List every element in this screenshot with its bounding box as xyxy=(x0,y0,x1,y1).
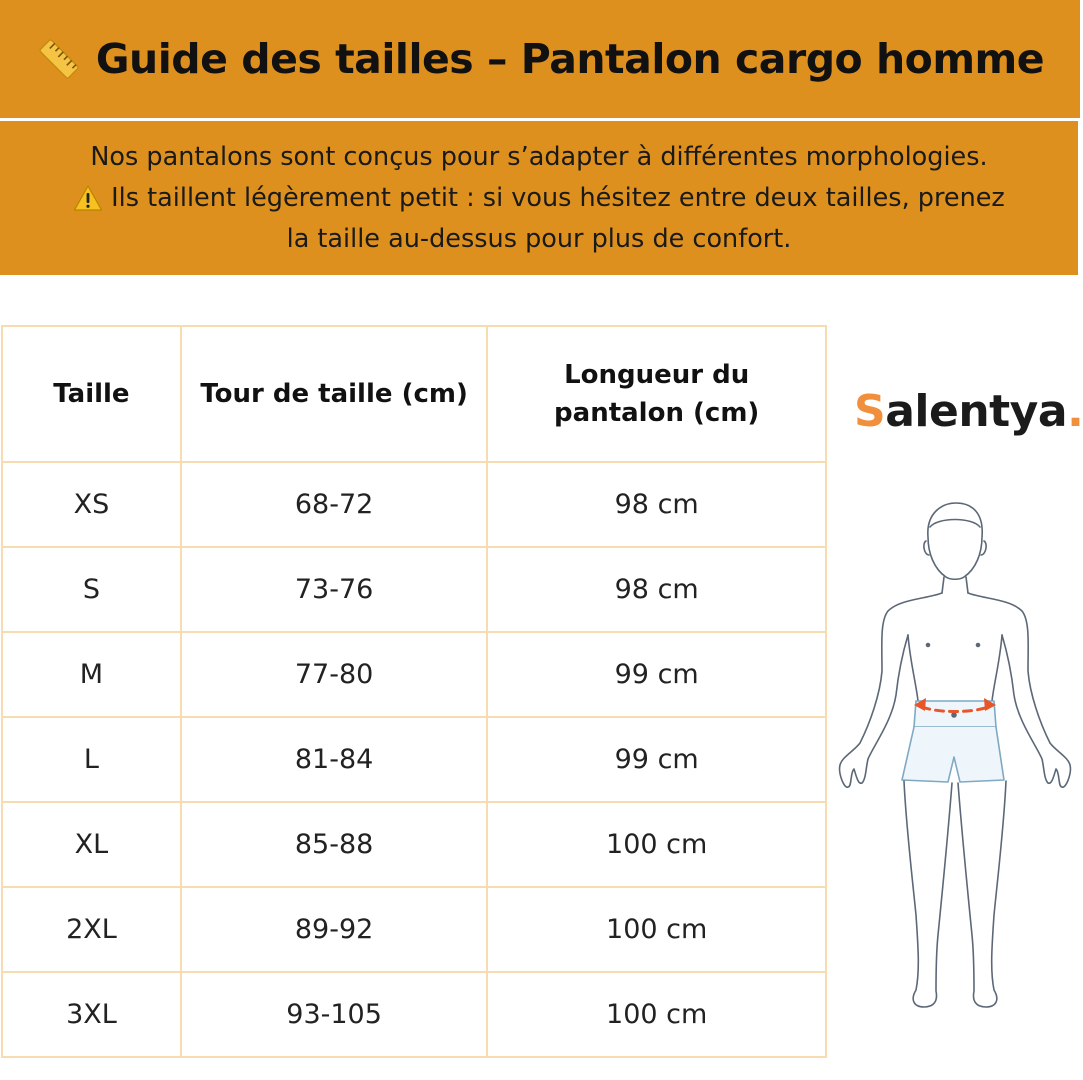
brand-logo xyxy=(854,386,1083,437)
cell-length: 98 cm xyxy=(487,547,826,632)
header-longueur-text: Longueur du pantalon (cm) xyxy=(554,360,760,428)
cell-size: XL xyxy=(2,802,181,887)
notice-line-2-text: Ils taillent légèrement petit : si vous hésitez entre deux tailles, prenez xyxy=(111,182,1005,213)
cell-length: 98 cm xyxy=(487,462,826,547)
table-row xyxy=(2,632,826,717)
cell-waist: 89-92 xyxy=(181,887,487,972)
ruler-icon xyxy=(36,36,82,82)
cell-waist: 85-88 xyxy=(181,802,487,887)
cell-length: 100 cm xyxy=(487,972,826,1057)
table-row xyxy=(2,717,826,802)
table-row xyxy=(2,462,826,547)
notice-line-3: la taille au-dessus pour plus de confort. xyxy=(286,223,792,254)
cell-length: 100 cm xyxy=(487,802,826,887)
cell-waist: 73-76 xyxy=(181,547,487,632)
table-row xyxy=(2,887,826,972)
header-taille: Taille xyxy=(2,326,181,462)
brand-initial: S xyxy=(854,386,886,437)
body-measurement-figure xyxy=(830,495,1080,1025)
header-tour-de-taille: Tour de taille (cm) xyxy=(181,326,487,462)
page-header xyxy=(0,0,1080,118)
cell-length: 99 cm xyxy=(487,632,826,717)
cell-size: XS xyxy=(2,462,181,547)
cell-size: 3XL xyxy=(2,972,181,1057)
brand-name-rest: alentya xyxy=(885,386,1068,437)
table-row xyxy=(2,972,826,1057)
brand-dot: . xyxy=(1067,386,1083,437)
page-title-text: Guide des tailles – Pantalon cargo homme xyxy=(95,35,1045,83)
page-title xyxy=(36,35,1044,83)
table-header-row xyxy=(2,326,826,462)
cell-waist: 81-84 xyxy=(181,717,487,802)
table-row xyxy=(2,802,826,887)
cell-length: 100 cm xyxy=(487,887,826,972)
cell-size: M xyxy=(2,632,181,717)
notice-line-2 xyxy=(73,178,1005,219)
cell-size: L xyxy=(2,717,181,802)
size-table xyxy=(1,325,827,1058)
cell-size: S xyxy=(2,547,181,632)
cell-waist: 68-72 xyxy=(181,462,487,547)
cell-waist: 77-80 xyxy=(181,632,487,717)
cell-size: 2XL xyxy=(2,887,181,972)
header-longueur xyxy=(487,326,826,462)
sizing-notice xyxy=(0,121,1078,275)
table-row xyxy=(2,547,826,632)
notice-line-1: Nos pantalons sont conçus pour s’adapter à différentes morphologies. xyxy=(90,141,988,172)
cell-length: 99 cm xyxy=(487,717,826,802)
warning-icon xyxy=(73,184,103,212)
cell-waist: 93-105 xyxy=(181,972,487,1057)
